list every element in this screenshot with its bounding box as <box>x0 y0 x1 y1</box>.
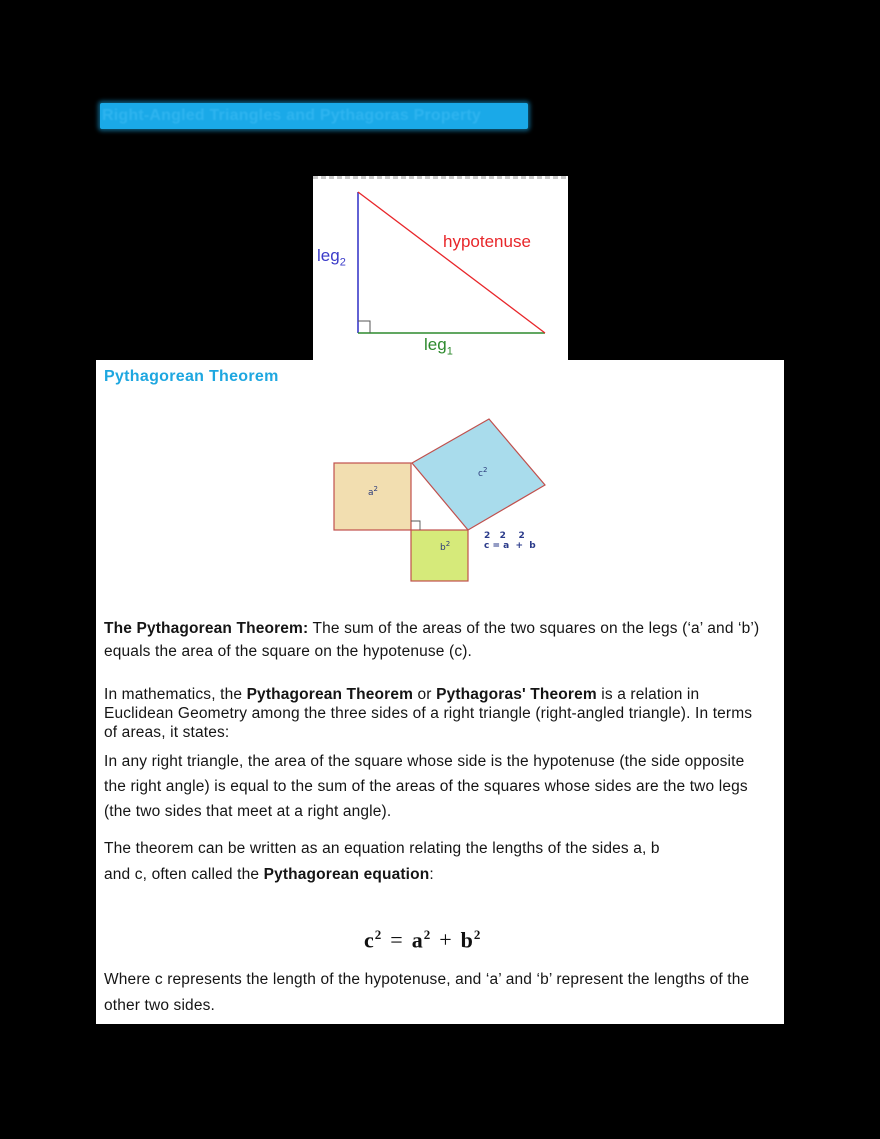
intro-bold-pythagorean-theorem: Pythagorean Theorem <box>246 686 414 703</box>
a-label-base: a <box>368 488 374 498</box>
eq-a: a <box>411 927 424 953</box>
variables-explanation-paragraph: Where c represents the length of the hypotenuse, and ‘a’ and ‘b’ represent the lengths of the other two sides. <box>104 971 750 1014</box>
equation-intro-paragraph <box>104 836 664 888</box>
content-panel <box>96 360 784 1024</box>
b-square <box>411 530 468 581</box>
pythagorean-equation <box>364 927 481 953</box>
eq-c: c <box>364 927 375 953</box>
c-label-exp: 2 <box>482 466 488 474</box>
right-angle-marker-icon <box>411 521 420 530</box>
right-triangle-diagram <box>313 176 568 360</box>
intro-text-c: is a relation in Euclidean Geometry among the three sides of a right triangle (right-angled triangle). In terms of areas, it states: <box>104 686 753 741</box>
hypotenuse-line <box>358 192 545 333</box>
theorem-definition-bold: The Pythagorean Theorem: <box>104 620 309 637</box>
equation-intro-text: The theorem can be written as an equation relating the lengths of the sides a, b and c, often called the <box>104 840 660 883</box>
leg1-label-sub: 1 <box>446 345 453 358</box>
squares-diagram <box>328 413 558 593</box>
eq-c-exp: 2 <box>374 927 383 942</box>
equation-intro-colon: : <box>429 866 434 883</box>
a-squared-label <box>368 485 378 498</box>
eq-b-exp: 2 <box>473 927 482 942</box>
squares-equation-bases: c = a + b <box>484 541 536 551</box>
section-heading: Pythagorean Theorem <box>104 368 279 385</box>
leg2-label-base: leg <box>317 246 340 265</box>
leg1-label <box>424 335 453 357</box>
theorem-definition-paragraph <box>104 617 769 663</box>
pythagoras-squares-figure <box>328 413 558 593</box>
intro-bold-pythagoras-theorem: Pythagoras' Theorem <box>436 686 597 703</box>
eq-b: b <box>460 927 474 953</box>
b-label-base: b <box>440 543 446 553</box>
document-title <box>100 103 528 129</box>
intro-text-b: or <box>413 686 437 703</box>
mathematics-intro-paragraph <box>104 685 769 742</box>
b-squared-label <box>440 540 450 553</box>
document-title-text: Right-Angled Triangles and Pythagoras Property <box>102 107 482 124</box>
hypotenuse-label: hypotenuse <box>443 232 531 251</box>
c-label-base: c <box>478 469 483 479</box>
right-angle-marker-icon <box>358 321 370 333</box>
leg2-label <box>317 246 346 268</box>
squares-equation-exponents: 2 2 2 <box>484 531 525 541</box>
area-statement-paragraph: In any right triangle, the area of the square whose side is the hypotenuse (the side opposite the right angle) is equal to the sum of the areas of the squares whose sides are the two legs (the two sides that meet at a right angle). <box>104 753 748 820</box>
eq-plus: + <box>439 927 453 953</box>
leg1-label-base: leg <box>424 335 447 354</box>
right-triangle-figure <box>313 176 568 360</box>
pythagorean-equation-bold: Pythagorean equation <box>263 866 430 883</box>
b-label-exp: 2 <box>445 540 451 548</box>
leg2-label-sub: 2 <box>339 256 346 269</box>
c-squared-label <box>478 466 487 479</box>
intro-text-a: In mathematics, the <box>104 686 247 703</box>
eq-equals: = <box>390 927 404 953</box>
a-label-exp: 2 <box>373 485 378 493</box>
squares-equation-label <box>484 531 536 551</box>
eq-a-exp: 2 <box>423 927 432 942</box>
theorem-definition-text: The sum of the areas of the two squares on the legs (‘a’ and ‘b’) equals the area of the square on the hypotenuse (c). <box>104 620 760 660</box>
